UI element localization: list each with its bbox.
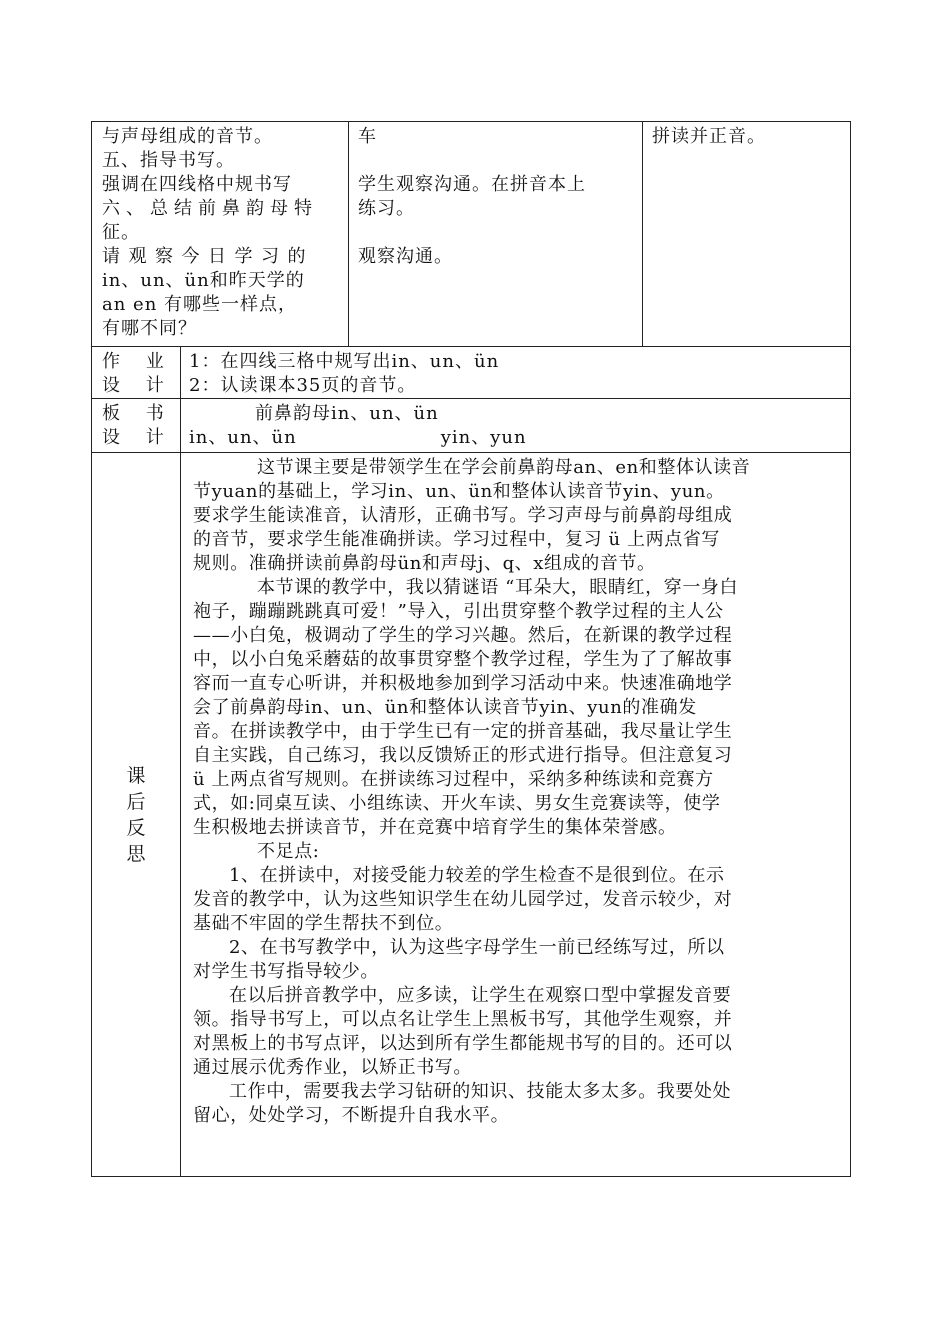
reflection-line: 发音的教学中，认为这些知识学生在幼儿园学过，发音示较少，对 (193, 889, 733, 910)
reflection-line: 规则。准确拼读前鼻韵母ün和声母j、q、x组成的音节。 (193, 553, 656, 574)
board-syllables: yin、yun (440, 427, 527, 448)
board-finals: in、un、ün (189, 427, 297, 448)
reflection-line: 本节课的教学中，我以猜谜语 “耳朵大，眼睛红，穿一身白 (257, 577, 739, 598)
reflection-line: 在以后拼音教学中，应多读，让学生在观察口型中掌握发音要 (229, 985, 732, 1006)
teacher-line: 六、总结前鼻韵母特 (102, 198, 318, 219)
reflection-line: 生积极地去拼读音节，并在竞赛中培育学生的集体荣誉感。 (193, 817, 677, 838)
lesson-plan-table (91, 121, 851, 1177)
procedure-row (91, 121, 851, 347)
student-line: 车 (358, 126, 377, 147)
intent-line: 拼读并正音。 (652, 126, 766, 147)
reflection-line: 式，如:同桌互读、小组练读、开火车读、男女生竞赛读等，使学 (193, 793, 721, 814)
homework-label: 作 业 设 计 (102, 351, 174, 396)
reflection-line: 要求学生能读准音，认清形，正确书写。学习声母与前鼻韵母组成 (193, 505, 733, 526)
teacher-line: 请观察今日学习的 (102, 246, 314, 267)
homework-content (180, 347, 850, 398)
reflection-line: 自主实践，自己练习，我以反馈矫正的形式进行指导。但注意复习 (193, 745, 733, 766)
design-intent-cell (642, 122, 850, 346)
reflection-line: 中，以小白兔采蘑菇的故事贯穿整个教学过程，学生为了了解故事 (193, 649, 733, 670)
reflection-line: 工作中，需要我去学习钻研的知识、技能太多太多。我要处处 (229, 1081, 732, 1102)
reflection-line: ü 上两点省写规则。在拼读练习过程中，采纳多种练读和竞赛方 (193, 769, 714, 790)
board-content (180, 399, 850, 452)
homework-line: 1：在四线三格中规写出in、un、ün (189, 351, 500, 372)
teacher-line: 征。 (102, 222, 140, 243)
board-line (189, 426, 850, 450)
teacher-line: 与声母组成的音节。 (102, 126, 273, 147)
homework-line: 2：认读课本35页的音节。 (189, 375, 417, 396)
teacher-line: an en 有哪些一样点， (102, 294, 298, 315)
reflection-line: 对黑板上的书写点评，以达到所有学生都能规书写的目的。还可以 (193, 1033, 733, 1054)
reflection-line: 2、在书写教学中，认为这些字母学生一前已经练写过，所以 (229, 937, 725, 958)
reflection-content (180, 453, 850, 1176)
teacher-line: 有哪不同？ (102, 318, 197, 339)
reflection-line: 1、在拼读中，对接受能力较差的学生检查不是很到位。在示 (229, 865, 725, 886)
reflection-line: 这节课主要是带领学生在学会前鼻韵母an、en和整体认读音 (257, 457, 751, 478)
reflection-line: 会了前鼻韵母in、un、ün和整体认读音节yin、yun的准确发 (193, 697, 697, 718)
reflection-line: 的音节，要求学生能准确拼读。学习过程中，复习 ü 上两点省写 (193, 529, 721, 550)
board-title: 前鼻韵母in、un、ün (255, 403, 439, 424)
reflection-line: ——小白兔，极调动了学生的学习兴趣。然后，在新课的教学过程 (193, 625, 733, 646)
reflection-line: 通过展示优秀作业，以矫正书写。 (193, 1057, 472, 1078)
board-design-row (91, 399, 851, 453)
reflection-line: 基础不牢固的学生帮扶不到位。 (193, 913, 454, 934)
reflection-line: 对学生书写指导较少。 (193, 961, 379, 982)
reflection-line: 袍子，蹦蹦跳跳真可爱！”导入，引出贯穿整个教学过程的主人公 (193, 601, 724, 622)
reflection-line: 留心，处处学习，不断提升自我水平。 (193, 1105, 510, 1126)
student-activity-cell (348, 122, 642, 346)
teacher-line: 强调在四线格中规书写 (102, 174, 292, 195)
reflection-line: 容而一直专心听讲，并积极地参加到学习活动中来。快速准确地学 (193, 673, 733, 694)
reflection-line: 领。指导书写上，可以点名让学生上黑板书写，其他学生观察，并 (193, 1009, 733, 1030)
reflection-row (91, 453, 851, 1177)
board-label: 板 书 设 计 (102, 403, 174, 448)
reflection-line: 节yuan的基础上，学习in、un、ün和整体认读音节yin、yun。 (193, 481, 725, 502)
student-line: 学生观察沟通。在拼音本上 (358, 174, 586, 195)
teacher-line: 五、指导书写。 (102, 150, 235, 171)
reflection-line: 不足点: (257, 841, 320, 862)
homework-row (91, 347, 851, 399)
teacher-line: in、un、ün和昨天学的 (102, 270, 305, 291)
student-line: 观察沟通。 (358, 246, 453, 267)
teacher-activity-cell (92, 122, 348, 346)
reflection-label: 课后反思 (126, 764, 146, 865)
reflection-line: 音。在拼读教学中，由于学生已有一定的拼音基础，我尽量让学生 (193, 721, 733, 742)
student-line: 练习。 (358, 198, 415, 219)
